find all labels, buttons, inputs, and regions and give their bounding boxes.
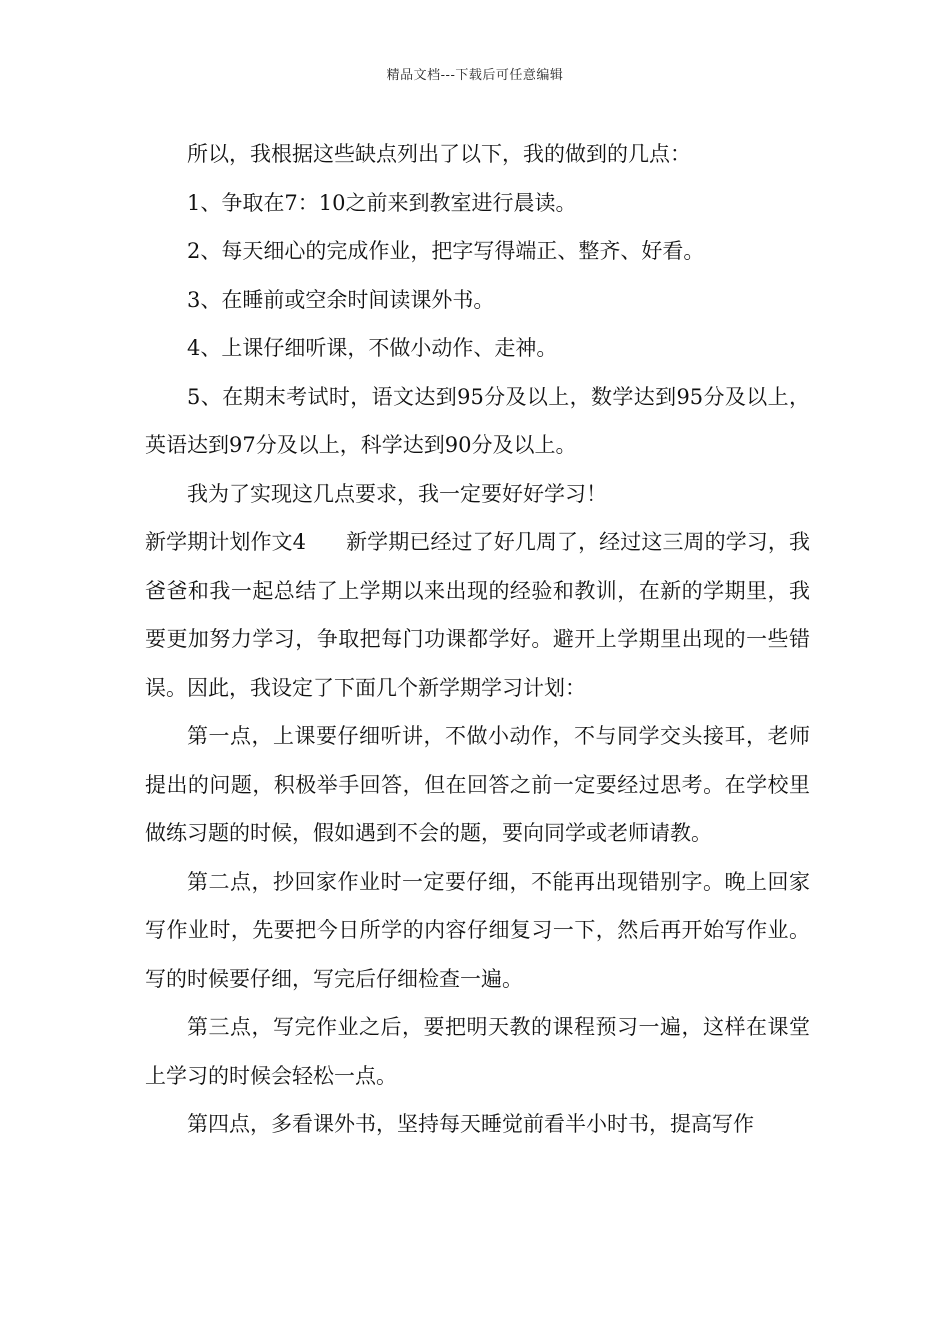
page-header: 精品文档---下载后可任意编辑 [386, 68, 564, 83]
list-item-3: 3、在睡前或空余时间读课外书。 [187, 287, 495, 312]
point-two: 第二点，抄回家作业时一定要仔细，不能再出现错别字。晚上回家写作业时，先要把今日所学的内容仔细复习一下，然后再开始写作业。写的时候要仔细，写完后仔细检查一遍。 [145, 869, 810, 991]
point-one: 第一点，上课要仔细听讲，不做小动作，不与同学交头接耳，老师提出的问题，积极举手回答，但在回答之前一定要经过思考。在学校里做练习题的时候，假如遇到不会的题，要向同学或老师请教。 [145, 724, 810, 845]
essay-title: 新学期计划作文4 [145, 530, 306, 554]
list-item-4: 4、上课仔细听课，不做小动作、走神。 [187, 336, 558, 360]
list-item-2: 2、每天细心的完成作业，把字写得端正、整齐、好看。 [187, 239, 705, 263]
list-item-1: 1、争取在7：10之前来到教室进行晨读。 [187, 190, 577, 215]
essay-4-text: 新学期已经过了好几周了，经过这三周的学习，我爸爸和我一起总结了上学期以来出现的经验和教训，在新的学期里，我要更加努力学习，争取把每门功课都学好。避开上学期里出现的一些错误。因此，我设定了下面几个新学期学习计划： [145, 530, 810, 700]
paragraph-conclusion: 我为了实现这几点要求，我一定要好好学习！ [187, 481, 607, 506]
point-four: 第四点，多看课外书，坚持每天睡觉前看半小时书，提高写作 [187, 1112, 754, 1136]
essay-4-paragraph [145, 518, 810, 712]
paragraph-intro: 所以，我根据这些缺点列出了以下，我的做到的几点： [187, 142, 691, 166]
list-item-5: 5、在期末考试时，语文达到95分及以上，数学达到95分及以上，英语达到97分及以上，科学达到90分及以上。 [145, 384, 810, 457]
point-three: 第三点，写完作业之后，要把明天教的课程预习一遍，这样在课堂上学习的时候会轻松一点。 [145, 1015, 810, 1088]
document-body [145, 130, 810, 1149]
